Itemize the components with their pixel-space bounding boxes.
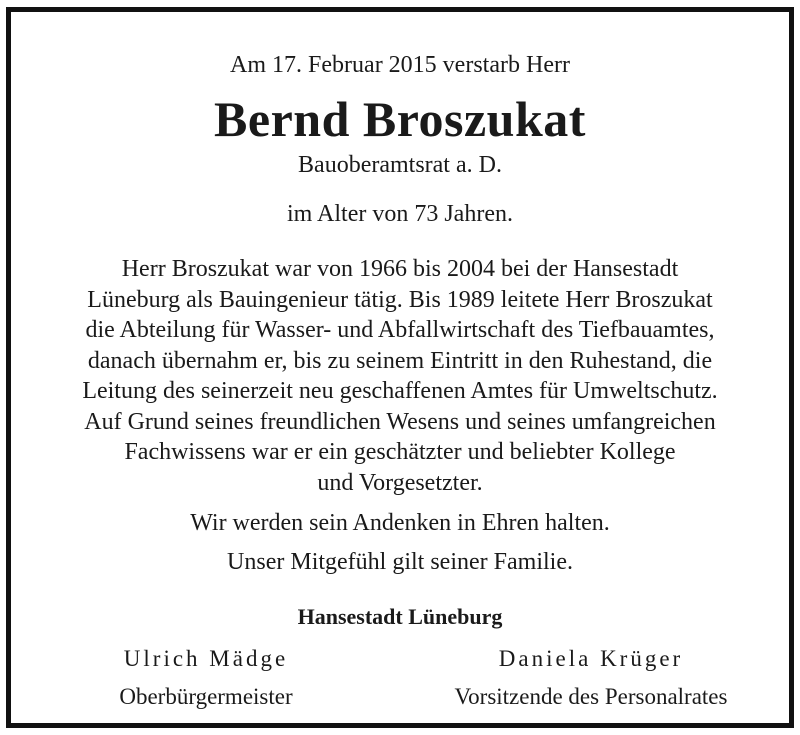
- signatory-role-mayor: Oberbürgermeister: [119, 684, 293, 709]
- intro-line: Am 17. Februar 2015 verstarb Herr: [230, 52, 570, 78]
- signatory-name-council: Daniela Krüger: [498, 646, 684, 671]
- body-line: Herr Broszukat war von 1966 bis 2004 bei der Hansestadt: [121, 256, 679, 282]
- body-line: danach übernahm er, bis zu seinem Eintritt in den Ruhestand, die: [87, 347, 713, 374]
- organization-name: Hansestadt Lüneburg: [297, 604, 503, 629]
- signatory-role-council: Vorsitzende des Personalrates: [454, 684, 728, 709]
- body-line: Lüneburg als Bauingenieur tätig. Bis 1989 leitete Herr Broszukat: [87, 286, 713, 313]
- body-line: und Vorgesetzter.: [317, 469, 483, 496]
- age-line: im Alter von 73 Jahren.: [287, 201, 513, 227]
- body-line: die Abteilung für Wasser- und Abfallwirtschaft des Tiefbauamtes,: [85, 317, 715, 343]
- signatory-name-mayor: Ulrich Mädge: [123, 646, 289, 671]
- obituary-notice-frame: [6, 7, 794, 728]
- notice-body-text: [11, 254, 789, 498]
- body-line: Auf Grund seines freundlichen Wesens und seines umfangreichen: [84, 408, 716, 435]
- deceased-title: Bauoberamtsrat a. D.: [298, 152, 502, 178]
- body-line: Leitung des seinerzeit neu geschaffenen Amtes für Umweltschutz.: [82, 378, 718, 404]
- closing-remembrance: Wir werden sein Andenken in Ehren halten.: [190, 510, 610, 536]
- closing-condolence: Unser Mitgefühl gilt seiner Familie.: [227, 549, 573, 575]
- body-line: Fachwissens war er ein geschätzter und beliebter Kollege: [124, 439, 676, 465]
- deceased-name: Bernd Broszukat: [214, 91, 586, 147]
